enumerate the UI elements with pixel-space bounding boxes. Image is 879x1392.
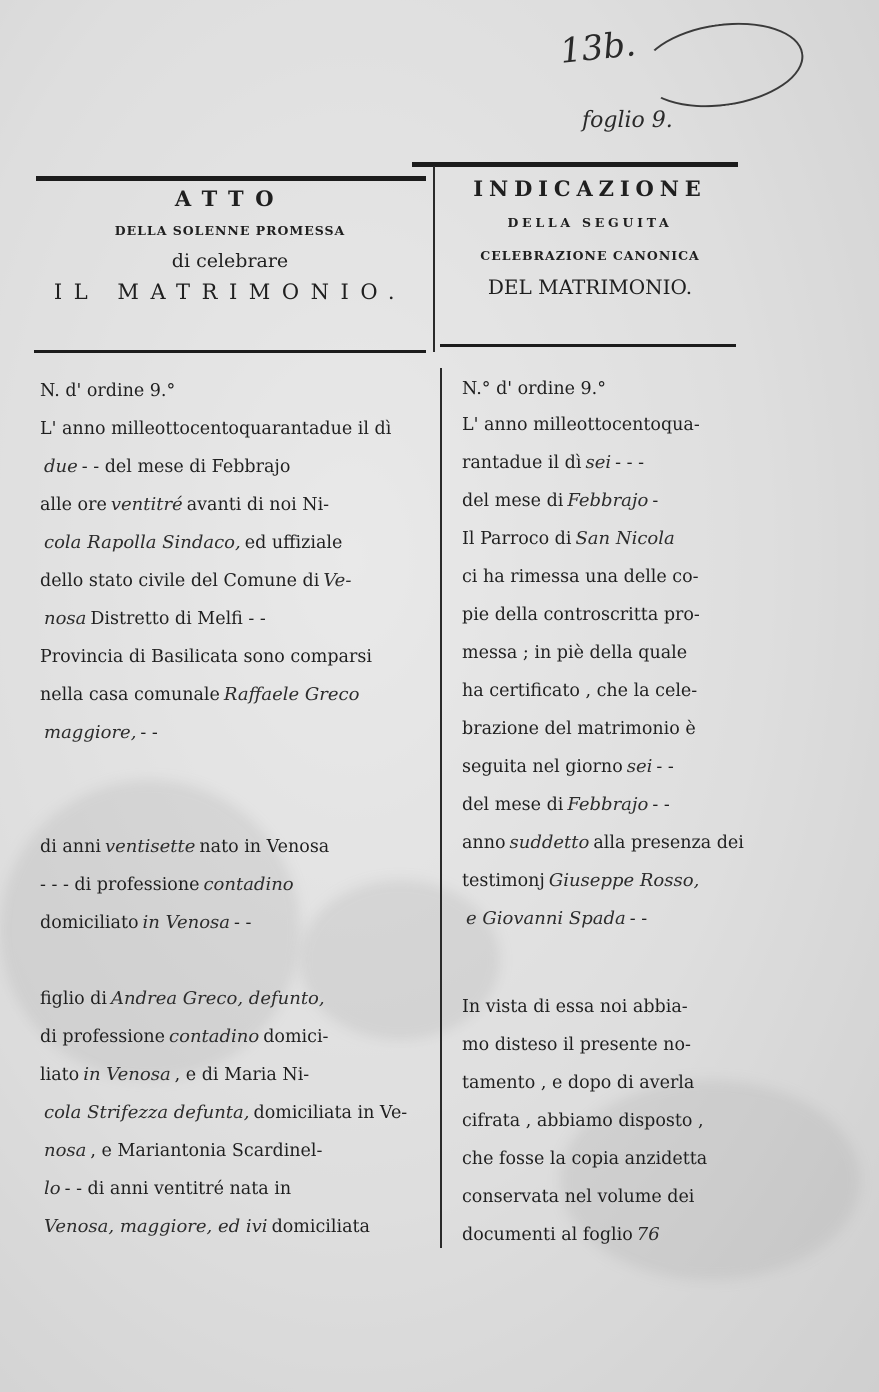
header-rule-left	[34, 350, 426, 353]
printed-text: tamento , e dopo di averla	[462, 1073, 695, 1093]
text-line	[40, 722, 158, 743]
printed-text: Il Parroco di	[462, 529, 572, 549]
printed-text: domiciliato	[40, 913, 139, 933]
handwritten-entry: nosa	[44, 1140, 87, 1161]
printed-text: ed uffiziale	[244, 533, 343, 553]
printed-text: N. d' ordine 9.°	[40, 381, 176, 401]
handwritten-entry: lo	[44, 1178, 61, 1199]
printed-text: L' anno milleottocentoquarantadue il dì	[40, 419, 392, 439]
text-line	[40, 456, 290, 477]
printed-text: domici-	[263, 1027, 329, 1047]
handwritten-entry: due	[44, 456, 78, 477]
text-line	[462, 1110, 712, 1131]
printed-text: - - - di professione	[40, 875, 200, 895]
handwritten-entry: in Venosa	[142, 912, 230, 933]
text-line	[40, 608, 266, 629]
printed-text: domiciliata in Ve-	[253, 1103, 408, 1123]
corner-note-circle	[635, 13, 809, 117]
handwritten-entry: cola Rapolla Sindaco,	[44, 532, 241, 553]
handwritten-entry: sei	[585, 452, 612, 473]
handwritten-entry: Andrea Greco, defunto,	[110, 988, 325, 1009]
printed-text: rantadue il dì	[462, 453, 582, 473]
handwritten-entry: sei	[626, 756, 653, 777]
text-line	[40, 418, 399, 439]
text-line	[40, 912, 251, 933]
text-line	[462, 490, 658, 511]
printed-text: documenti al foglio	[462, 1225, 633, 1245]
handwritten-entry: Ve-	[323, 570, 352, 591]
text-line	[40, 1216, 370, 1237]
printed-text: - -	[234, 913, 252, 933]
printed-text: mo disteso il presente no-	[462, 1035, 691, 1055]
printed-text: - - di anni ventitré nata in	[64, 1179, 292, 1199]
printed-text: pie della controscritta pro-	[462, 605, 700, 625]
handwritten-entry: Raffaele Greco	[223, 684, 360, 705]
printed-text: Distretto di Melfi - -	[90, 609, 266, 629]
text-line	[462, 452, 644, 473]
printed-text: In vista di essa noi abbia-	[462, 997, 688, 1017]
folio-number: foglio 9.	[582, 108, 673, 133]
printed-text: liato	[40, 1065, 80, 1085]
text-line	[40, 1102, 407, 1123]
text-line	[40, 684, 363, 705]
printed-text: di professione	[40, 1027, 166, 1047]
handwritten-entry: maggiore,	[44, 722, 137, 743]
handwritten-entry: suddetto	[509, 832, 590, 853]
text-line	[462, 832, 744, 853]
right-header-subtitle: DELLA SEGUITA	[507, 215, 673, 230]
left-header-line4: IL MATRIMONIO.	[53, 280, 407, 304]
text-line	[462, 642, 695, 663]
column-divider	[440, 368, 442, 1248]
text-line	[462, 1224, 664, 1245]
printed-text: -	[652, 491, 659, 511]
printed-text: avanti di noi Ni-	[186, 495, 330, 515]
printed-text: anno	[462, 833, 506, 853]
printed-text: conservata nel volume dei	[462, 1187, 695, 1207]
corner-note: 13b.	[558, 24, 638, 72]
left-header-subtitle: DELLA SOLENNE PROMESSA	[114, 223, 346, 238]
printed-text: - - del mese di Febbrajo	[81, 457, 291, 477]
printed-text: - -	[656, 757, 674, 777]
handwritten-entry: contadino	[203, 874, 294, 895]
printed-text: alle ore	[40, 495, 107, 515]
printed-text: testimonj	[462, 871, 545, 891]
handwritten-entry: contadino	[169, 1026, 260, 1047]
right-header-line4: DEL MATRIMONIO.	[487, 275, 693, 299]
text-line	[462, 528, 679, 549]
text-line	[462, 414, 708, 435]
printed-text: seguita nel giorno	[462, 757, 623, 777]
header-divider	[433, 166, 435, 352]
text-line	[40, 988, 329, 1009]
printed-text: cifrata , abbiamo disposto ,	[462, 1111, 704, 1131]
text-line	[40, 1064, 309, 1085]
text-line	[40, 874, 298, 895]
text-line	[462, 908, 647, 929]
printed-text: brazione del matrimonio è	[462, 719, 696, 739]
handwritten-entry: San Nicola	[575, 528, 675, 549]
right-header-line3: CELEBRAZIONE CANONICA	[480, 248, 700, 263]
printed-text: del mese di	[462, 795, 564, 815]
text-line	[40, 646, 380, 667]
printed-text: , e di Maria Ni-	[174, 1065, 310, 1085]
printed-text: ci ha rimessa una delle co-	[462, 567, 699, 587]
handwritten-entry: nosa	[44, 608, 87, 629]
text-line	[462, 566, 707, 587]
text-line	[462, 680, 705, 701]
left-header-line3: di celebrare	[171, 250, 289, 272]
text-line	[462, 870, 703, 891]
printed-text: L' anno milleottocentoqua-	[462, 415, 700, 435]
text-line	[462, 604, 708, 625]
handwritten-entry: 76	[636, 1224, 660, 1245]
text-line	[462, 718, 704, 739]
text-line	[462, 996, 696, 1017]
printed-text: Provincia di Basilicata sono comparsi	[40, 647, 372, 667]
text-line	[462, 1072, 702, 1093]
printed-text: dello stato civile del Comune di	[40, 571, 320, 591]
printed-text: nato in Venosa	[199, 837, 330, 857]
right-header	[440, 176, 740, 299]
printed-text: , e Mariantonia Scardinel-	[90, 1141, 323, 1161]
printed-text: - - -	[615, 453, 645, 473]
text-line	[462, 794, 670, 815]
printed-text: alla presenza dei	[593, 833, 744, 853]
handwritten-entry: Venosa, maggiore, ed ivi	[44, 1216, 268, 1237]
text-line	[462, 1034, 699, 1055]
printed-text: - -	[629, 909, 648, 929]
printed-text: ha certificato , che la cele-	[462, 681, 698, 701]
handwritten-entry: ventitré	[110, 494, 183, 515]
text-line	[462, 756, 674, 777]
printed-text: di anni	[40, 837, 101, 857]
printed-text: figlio di	[40, 989, 107, 1009]
printed-text: messa ; in piè della quale	[462, 643, 688, 663]
handwritten-entry: ventisette	[104, 836, 196, 857]
text-line	[40, 532, 342, 553]
text-line	[40, 1178, 291, 1199]
handwritten-entry: Febbrajo	[567, 490, 649, 511]
printed-text: domiciliata	[271, 1217, 370, 1237]
text-line	[462, 1148, 715, 1169]
handwritten-entry: Febbrajo	[567, 794, 649, 815]
handwritten-entry: cola Strifezza defunta,	[44, 1102, 250, 1123]
printed-text: N.° d' ordine 9.°	[462, 379, 606, 399]
printed-text: nella casa comunale	[40, 685, 220, 705]
printed-text: del mese di	[462, 491, 564, 511]
handwritten-entry: Giuseppe Rosso,	[548, 870, 700, 891]
text-line	[40, 494, 329, 515]
printed-text: - -	[140, 723, 158, 743]
left-header	[40, 186, 420, 304]
printed-text: - -	[652, 795, 670, 815]
text-line	[40, 570, 355, 591]
right-header-title: INDICAZIONE	[473, 176, 707, 201]
header-rule-right	[440, 344, 736, 347]
text-line	[40, 1026, 328, 1047]
top-rule-left	[36, 176, 426, 181]
handwritten-entry: in Venosa	[83, 1064, 171, 1085]
left-header-title: ATTO	[174, 186, 286, 211]
handwritten-entry: e Giovanni Spada	[466, 908, 626, 929]
top-rule-right	[412, 162, 738, 167]
text-line	[40, 1140, 322, 1161]
printed-text: che fosse la copia anzidetta	[462, 1149, 708, 1169]
text-line	[462, 1186, 702, 1207]
text-line	[462, 378, 614, 399]
text-line	[40, 380, 183, 401]
text-line	[40, 836, 329, 857]
